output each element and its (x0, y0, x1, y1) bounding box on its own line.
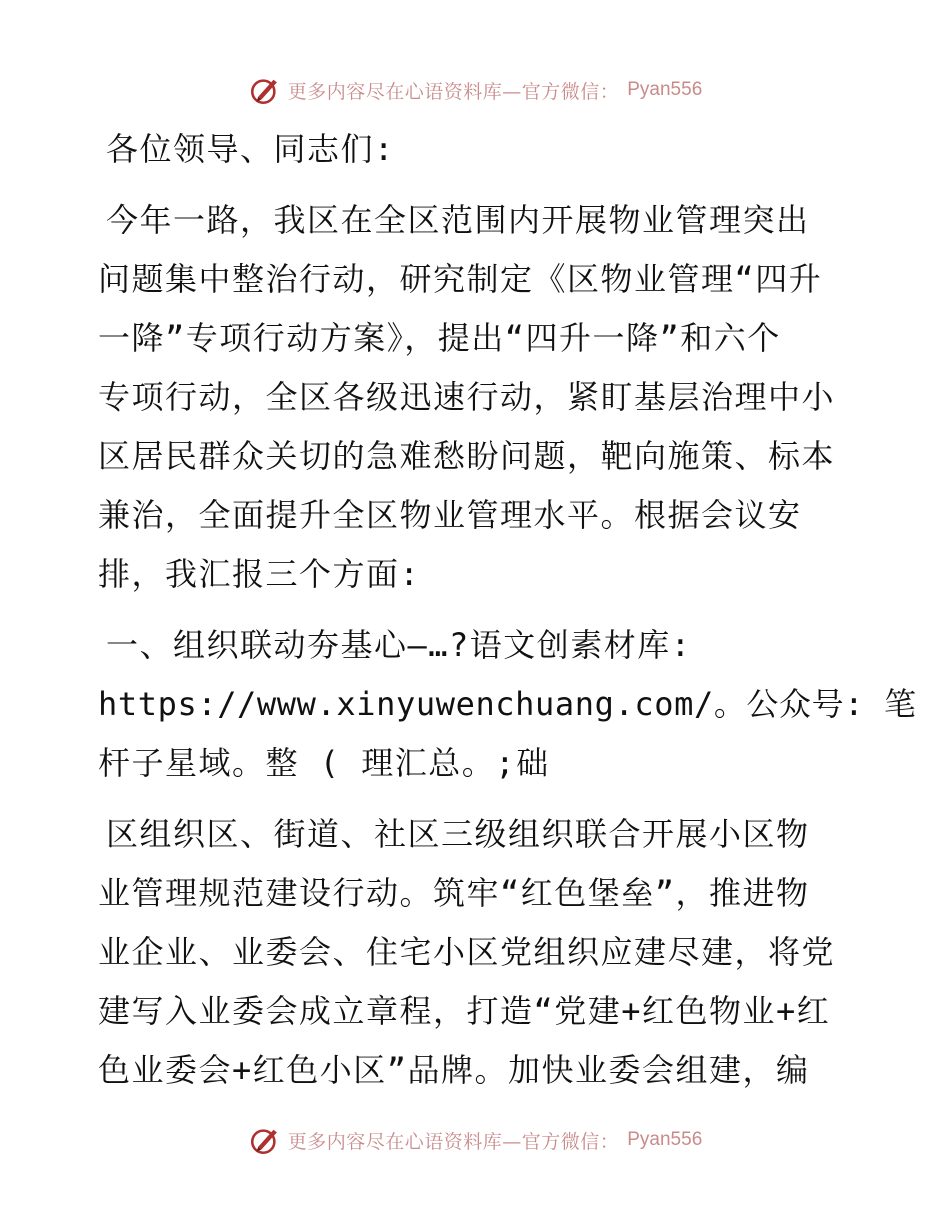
watermark-text: 更多内容尽在心语资料库—官方微信： (287, 80, 620, 103)
paragraph-line: 专项行动，全区各级迅速行动，紧盯基层治理中小 (98, 378, 836, 416)
pen-logo-icon (248, 73, 282, 107)
paragraph-section-1 (98, 805, 858, 1100)
paragraph-line: 区居民群众关切的急难愁盼问题，靶向施策、标本 (98, 437, 836, 475)
heading-line: 一、组织联动夯基心—…?语文创素材库: (106, 626, 692, 664)
paragraph-line: 业企业、业委会、住宅小区党组织应建尽建，将党 (98, 933, 836, 971)
watermark-text: 更多内容尽在心语资料库—官方微信： (287, 1130, 620, 1153)
salutation: 各位领导、同志们: (106, 130, 395, 168)
paragraph-line: 兼治，全面提升全区物业管理水平。根据会议安 (98, 496, 802, 534)
watermark-handle: Pyan556 (627, 79, 703, 100)
heading-line: 杆子星域。整 ( 理汇总。;础 (98, 744, 550, 782)
paragraph-line: 今年一路，我区在全区范围内开展物业管理突出 (106, 201, 810, 239)
paragraph-line: 区组织区、街道、社区三级组织联合开展小区物 (106, 815, 810, 853)
paragraph-line: 问题集中整治行动，研究制定《区物业管理“四升 (98, 260, 823, 298)
document-body (98, 120, 917, 1100)
pen-logo-icon (248, 1123, 282, 1157)
paragraph-line: 建写入业委会成立章程，打造“党建+红色物业+红 (98, 992, 831, 1030)
paragraph-intro (98, 191, 858, 604)
paragraph-line: 业管理规范建设行动。筑牢“红色堡垒”，推进物 (98, 874, 810, 912)
paragraph-line: 一降”专项行动方案》，提出“四升一降”和六个 (98, 319, 781, 357)
paragraph-line: 色业委会+红色小区”品牌。加快业委会组建，编 (98, 1051, 810, 1089)
watermark-banner-bottom (0, 1120, 950, 1160)
section-heading-1 (98, 616, 917, 793)
heading-line-url: https://www.xinyuwenchuang.com/。公众号: 笔 (98, 685, 917, 723)
paragraph-line: 排，我汇报三个方面: (98, 555, 421, 593)
watermark-banner-top (0, 70, 950, 110)
watermark-handle: Pyan556 (627, 1129, 703, 1150)
